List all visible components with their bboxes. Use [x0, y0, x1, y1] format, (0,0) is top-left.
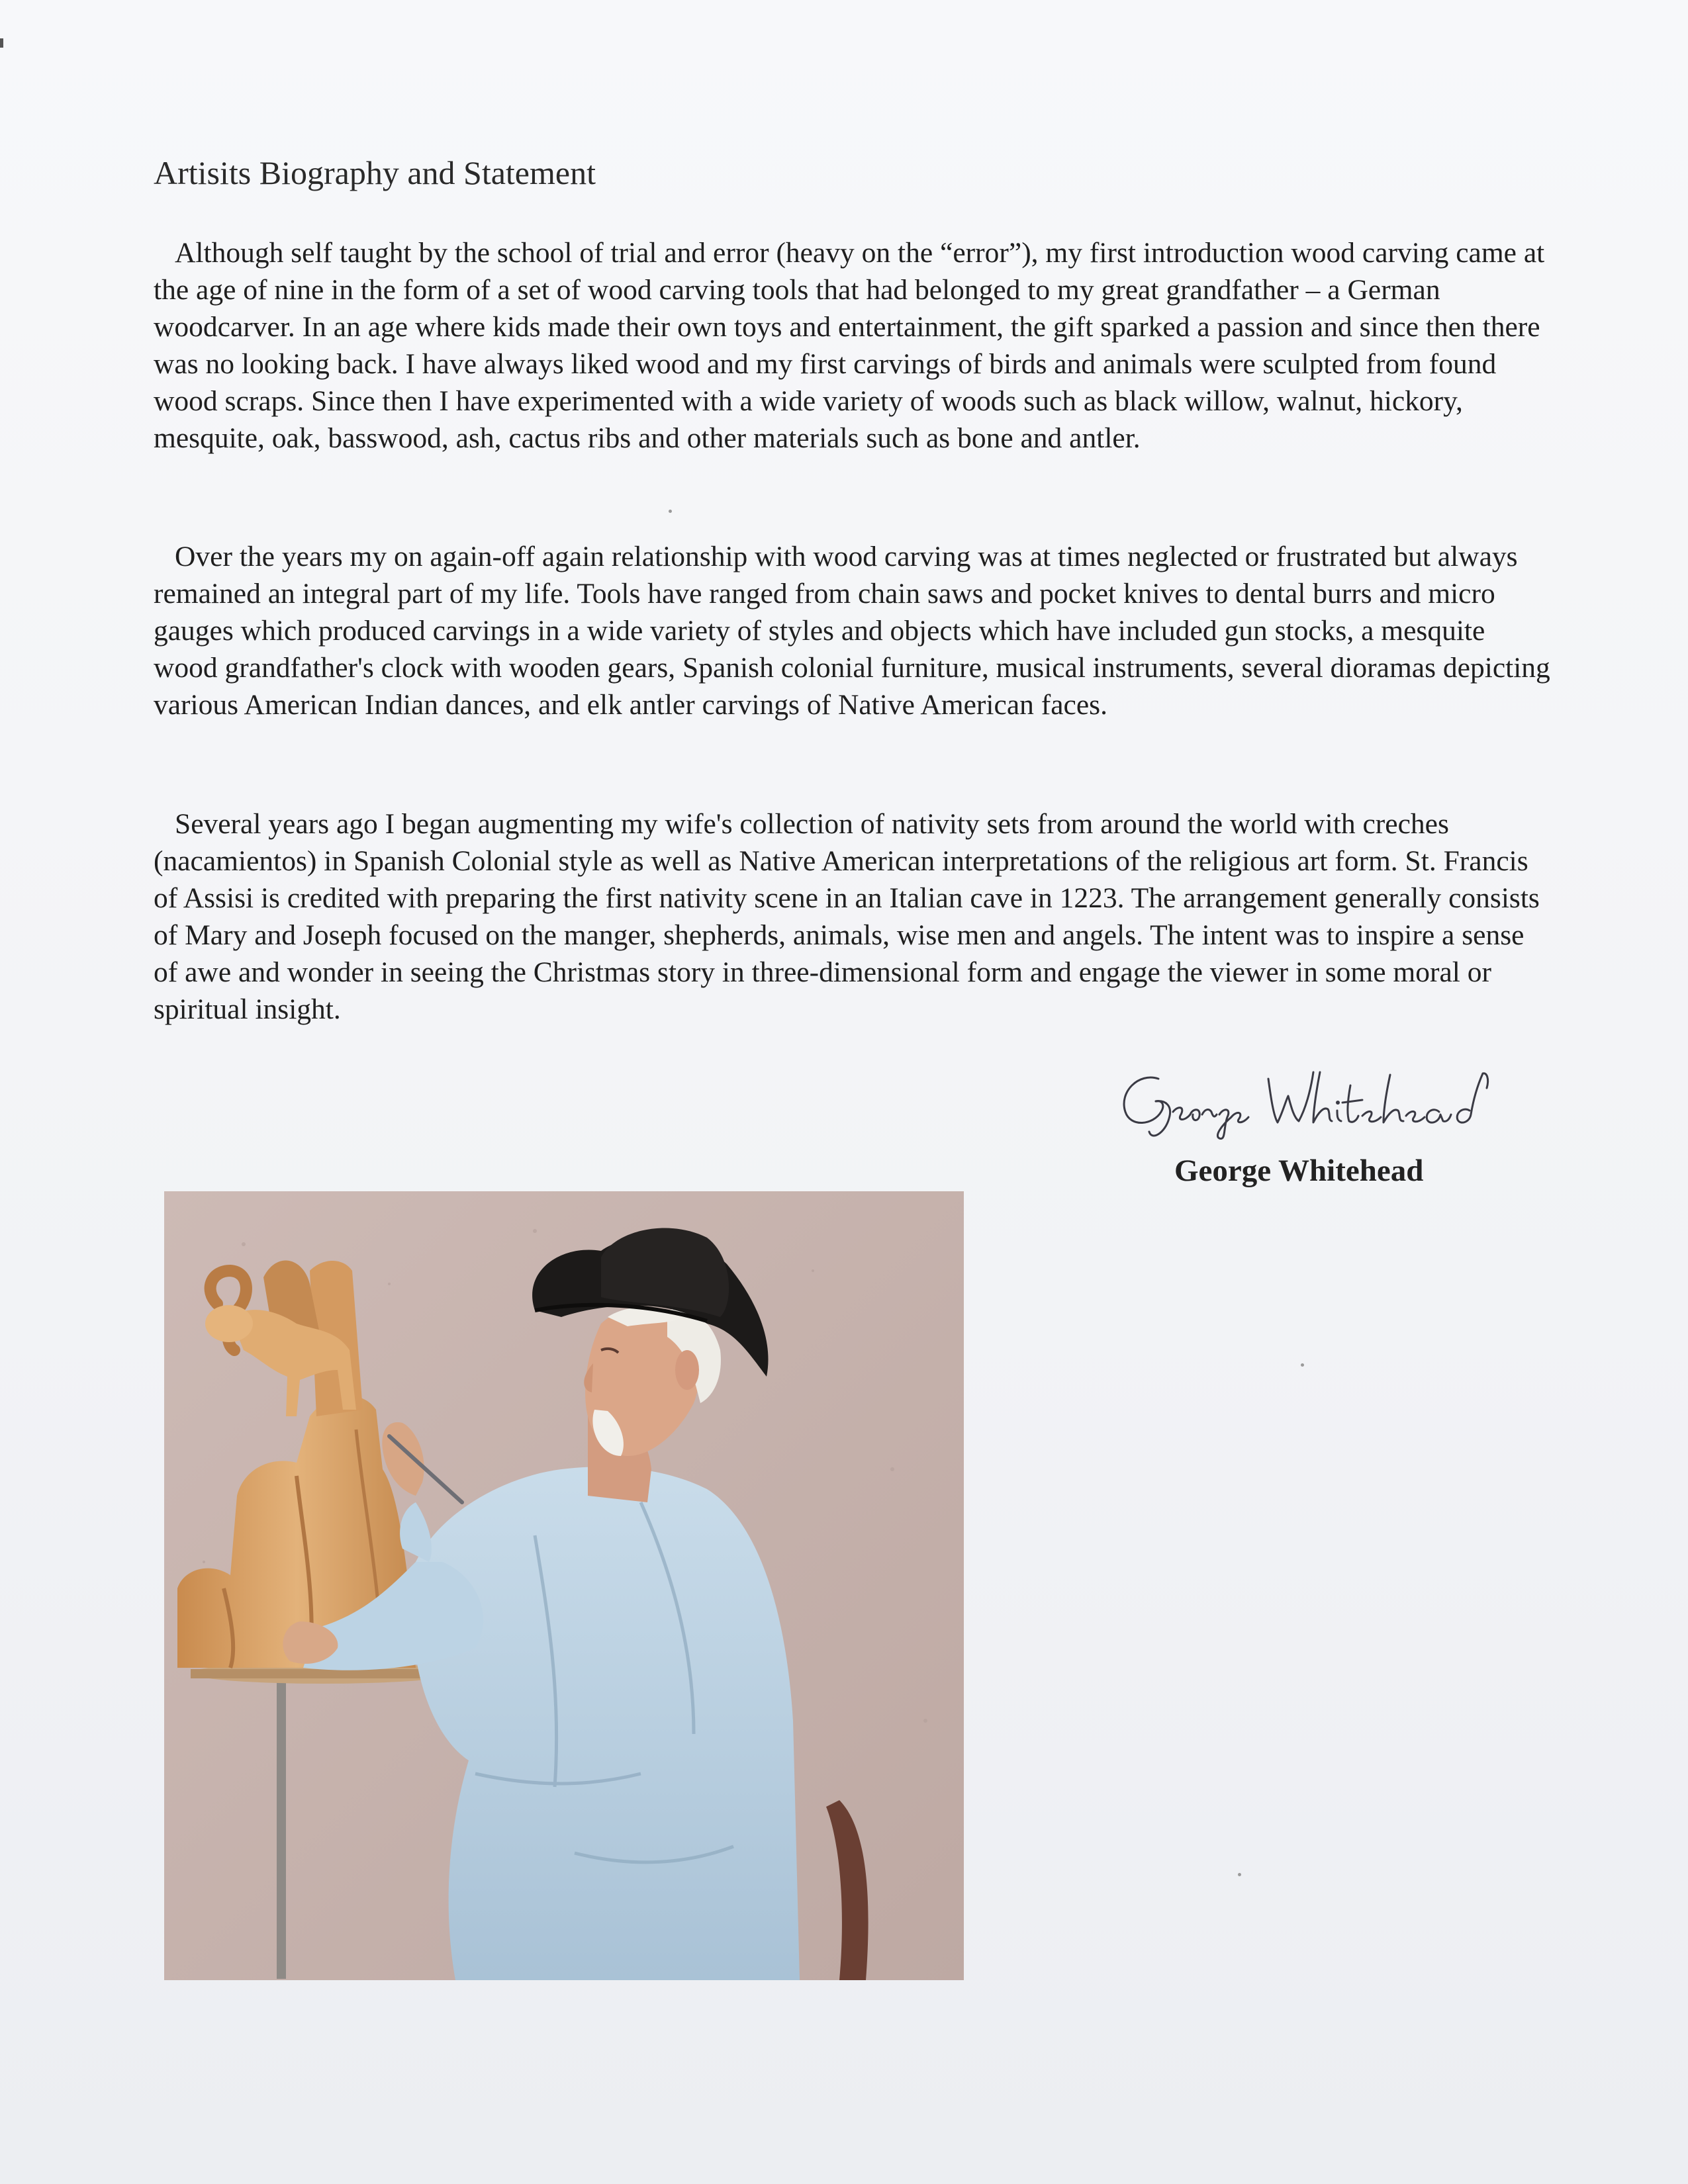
biography-paragraph-1: Although self taught by the school of trial and error (heavy on the “error”), my first introduction wood carving came at the age of nine in the form of a set of wood carving tools that had belonged to my great grandfather – a German woodcarver. In an age where kids made their own toys and entertainment, the gift sparked a passion and since then there was no looking back. I have always liked wood and my first carvings of birds and animals were sculpted from found wood scraps. Since then I have experimented with a wide variety of woods such as black willow, walnut, hickory, mesquite, oak, basswood, ash, cactus ribs and other materials such as bone and antler.	[154, 237, 1545, 454]
biography-paragraph-3: Several years ago I began augmenting my wife's collection of nativity sets from around the world with creches (nacamientos) in Spanish Colonial style as well as Native American interpretations of the religious art form. St. Francis of Assisi is credited with preparing the first nativity scene in an Italian cave in 1223. The arrangement generally consists of Mary and Joseph focused on the manger, shepherds, animals, wise men and angels. The intent was to inspire a sense of awe and wonder in seeing the Christmas story in three-dimensional form and engage the viewer in some moral or spiritual insight.	[154, 808, 1540, 1025]
handwritten-signature	[1112, 1059, 1509, 1145]
paper-speck	[1238, 1873, 1241, 1876]
scan-edge-mark	[0, 38, 3, 48]
paper-speck	[1301, 1363, 1304, 1367]
biography-paragraph-2: Over the years my on again-off again relationship with wood carving was at times neglected or frustrated but always remained an integral part of my life. Tools have ranged from chain saws and pocket knives to dental burrs and micro gauges which produced carvings in a wide variety of styles and objects which have included gun stocks, a mesquite wood grandfather's clock with wooden gears, Spanish colonial furniture, musical instruments, several dioramas depicting various American Indian dances, and elk antler carvings of Native American faces.	[154, 541, 1550, 721]
artist-photo	[164, 1191, 964, 1980]
paper-speck	[669, 510, 672, 513]
page-title: Artisits Biography and Statement	[154, 154, 596, 191]
author-name: George Whitehead	[1174, 1154, 1424, 1188]
